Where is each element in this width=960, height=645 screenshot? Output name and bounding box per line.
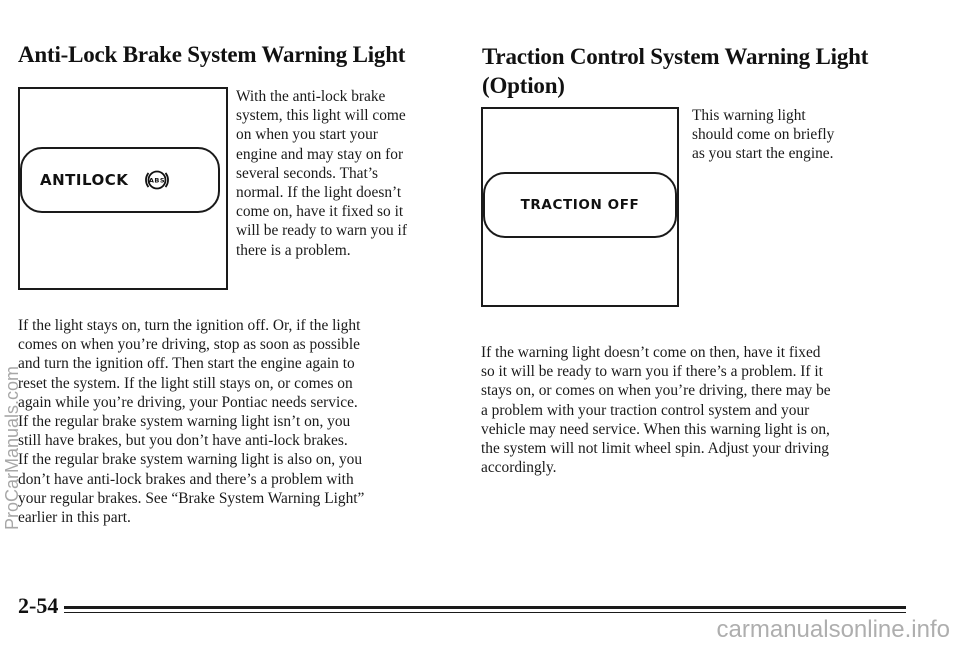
abs-side-text: [236, 87, 451, 260]
traction-indicator-frame: [481, 107, 679, 307]
traction-section-heading: [482, 42, 942, 100]
text-line: system, this light will come: [236, 107, 406, 125]
traction-indicator-label: TRACTION OFF: [520, 197, 640, 213]
traction-off-indicator-lamp: [483, 172, 677, 238]
text-line: earlier in this part.: [18, 509, 131, 527]
text-line: so it will be ready to warn you if there’s a problem. If it: [481, 363, 823, 381]
text-line: This warning light: [692, 107, 806, 124]
text-line: should come on briefly: [692, 126, 835, 144]
abs-body-text: [18, 316, 448, 527]
text-line: reset the system. If the light still stays on, or comes on: [18, 374, 353, 392]
side-watermark: ProCarManuals.com: [2, 365, 22, 530]
abs-section-heading: Anti-Lock Brake System Warning Light: [18, 42, 406, 67]
text-line: With the anti-lock brake: [236, 88, 386, 105]
traction-side-text: [692, 106, 892, 164]
text-line: don’t have anti-lock brakes and there’s a problem with: [18, 470, 354, 488]
text-line: as you start the engine.: [692, 145, 834, 163]
traction-heading-line1: Traction Control System Warning Light: [482, 44, 869, 69]
text-line: comes on when you’re driving, stop as soon as possible: [18, 336, 360, 354]
antilock-indicator-lamp: [20, 147, 220, 213]
text-line: come on, have it fixed so it: [236, 203, 404, 221]
text-line: If the regular brake system warning light is also on, you: [18, 451, 363, 469]
text-line: a problem with your traction control system and your: [481, 401, 810, 419]
text-line: vehicle may need service. When this warning light is on,: [481, 420, 830, 438]
text-line: and turn the ignition off. Then start the engine again to: [18, 355, 355, 373]
abs-icon: [144, 167, 170, 193]
text-line: on when you start your: [236, 126, 378, 144]
text-line: the system will not limit wheel spin. Adjust your driving: [481, 440, 829, 458]
text-line: If the warning light doesn’t come on then, have it fixed: [481, 344, 821, 361]
text-line: normal. If the light doesn’t: [236, 184, 402, 202]
traction-heading-line2: (Option): [482, 73, 565, 98]
text-line: If the regular brake system warning light isn’t on, you: [18, 413, 351, 431]
text-line: If the light stays on, turn the ignition off. Or, if the light: [18, 317, 361, 334]
antilock-indicator-label: ANTILOCK: [40, 171, 129, 189]
text-line: again while you’re driving, your Pontiac needs service.: [18, 393, 358, 411]
text-line: stays on, or comes on when you’re driving, there may be: [481, 382, 831, 400]
page-number: 2-54: [18, 593, 59, 618]
text-line: engine and may stay on for: [236, 145, 404, 163]
bottom-watermark: carmanualsonline.info: [716, 616, 950, 643]
abs-indicator-frame: [18, 87, 228, 290]
text-line: accordingly.: [481, 459, 557, 477]
svg-text:ABS: ABS: [149, 176, 166, 185]
text-line: several seconds. That’s: [236, 164, 379, 182]
footer-rule: [64, 606, 906, 609]
text-line: still have brakes, but you don’t have anti-lock brakes.: [18, 432, 348, 450]
text-line: your regular brakes. See “Brake System Warning Light”: [18, 489, 365, 507]
text-line: there is a problem.: [236, 241, 351, 259]
traction-body-text: [481, 343, 921, 477]
footer-rule-thin: [64, 612, 906, 613]
text-line: will be ready to warn you if: [236, 222, 407, 240]
